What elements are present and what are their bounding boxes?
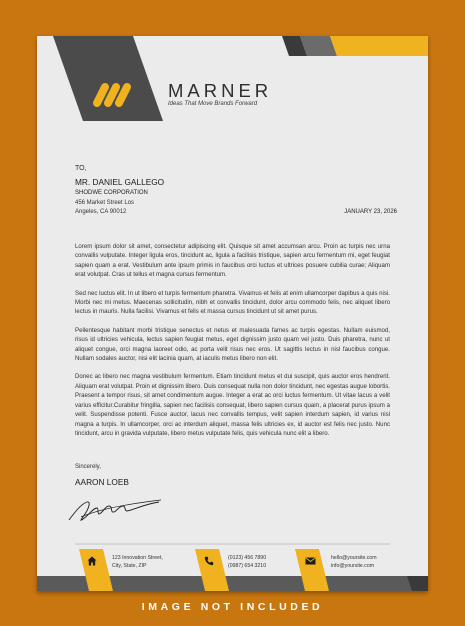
top-stripe-yellow [330, 36, 428, 56]
letterhead-sheet [37, 36, 428, 591]
footer-phone-line2: (0987) 654 3210 [228, 563, 267, 569]
to-label: TO, [75, 165, 87, 172]
body-paragraph: Sed nec luctus elit. In ut libero et turpis fermentum pharetra. Vivamus et felis at enim ullamcorper dapibus a quis nisi. Morbi nec mi metus. Maecenas sollicitudin, nibh et convallis tincidunt, dolor arcu commodo felis, nec aliquet libero lectus in mauris. Nulla facilisi. Vivamus et felis et massa cursus tincidunt ut sit amet purus. [75, 289, 390, 316]
logo-mark [97, 87, 127, 103]
home-icon [85, 556, 99, 569]
mail-icon [303, 556, 317, 569]
recipient-company: SHODWE CORPORATION [75, 190, 148, 196]
footer-email-line2: info@yoursite.com [331, 563, 375, 569]
body-paragraph: Lorem ipsum dolor sit amet, consectetur adipiscing elit. Quisque sit amet accumsan arcu. Proin ac turpis nec urna convallis vulputate. Integer ligula eros, tincidunt ac, ligula a facilisis tristique, sapien arcu fermentum mi, eget feugiat sapien quam a erat. Vestibulum ante ipsum primis in faucibus orci luctus et ultrices posuere cubilia curae; Aliquam erat volutpat. Cras ut tellus et magna cursus fermentum. [75, 243, 390, 279]
brand-tagline: Ideas That Move Brands Forward [168, 101, 258, 107]
phone-icon [202, 556, 216, 569]
header-dark-block [53, 36, 163, 121]
signature-underline [81, 500, 161, 517]
footer-phone-line1: (0123) 456 7890 [228, 555, 267, 561]
image-not-included-caption: IMAGE NOT INCLUDED [141, 601, 324, 613]
body-paragraph: Pellentesque habitant morbi tristique senectus et netus et malesuada fames ac turpis egestas. Nullam euismod, risus id ultricies vehicula, lectus sapien feugiat metus, eget dignissim justo quam vel justo. Duis pharetra, nunc ut aliquet congue, orci magna laoreet odio, ac porta velit risus nec eros. Ut sagittis lectus in nisl faucibus congue. Nullam sodales auctor, nisi elit lacinia quam, at iaculis metus libero non elit. [75, 326, 390, 363]
signature-scribble [69, 502, 159, 520]
footer-email-line1: hello@yoursite.com [331, 555, 377, 561]
footer-address-line2: City, State, ZIP [112, 563, 147, 569]
letter-body [75, 242, 390, 447]
brand-name: MARNER [168, 80, 273, 101]
footer-address-line1: 123 Innovation Street, [112, 555, 163, 561]
closing-sincerely: Sincerely, [75, 464, 101, 470]
body-paragraph: Donec ac libero nec magna vestibulum fermentum. Etiam tincidunt metus et dui suscipit, quis auctor eros hendrerit. Aliquam erat volutpat. Proin et dignissim libero. Duis consequat nulla non dolor tincidunt, nec egestas augue lobortis. Praesent a tempor risus, sit amet condimentum augue. Integer a erat ac orci luctus fermentum. Ut vitae lacus a velit varius efficitur.Curabitur fringilla, sapien nec facilisis consequat, libero sapien cursus quam, a placerat purus ipsum a velit. Suspendisse potenti. Fusce auctor, lacus nec convallis tempus, velit sapien interdum sapien, id varius nisl magna a turpis. In ullamcorper, orci ac interdum aliquet, massa felis ultricies ex, id auctor est felis nec justo. Nunc tincidunt, arcu in gravida vulputate, libero metus vulputate felis, quis vehicula nunc elit a libero. [75, 373, 390, 437]
recipient-address-line2: Angeles, CA 90012 [75, 209, 127, 215]
recipient-address-line1: 456 Market Street Los [75, 200, 135, 206]
recipient-name: MR. DANIEL GALLEGO [75, 177, 165, 187]
letter-date: JANUARY 23, 2026 [344, 209, 397, 215]
signer-name: AARON LOEB [75, 477, 129, 487]
